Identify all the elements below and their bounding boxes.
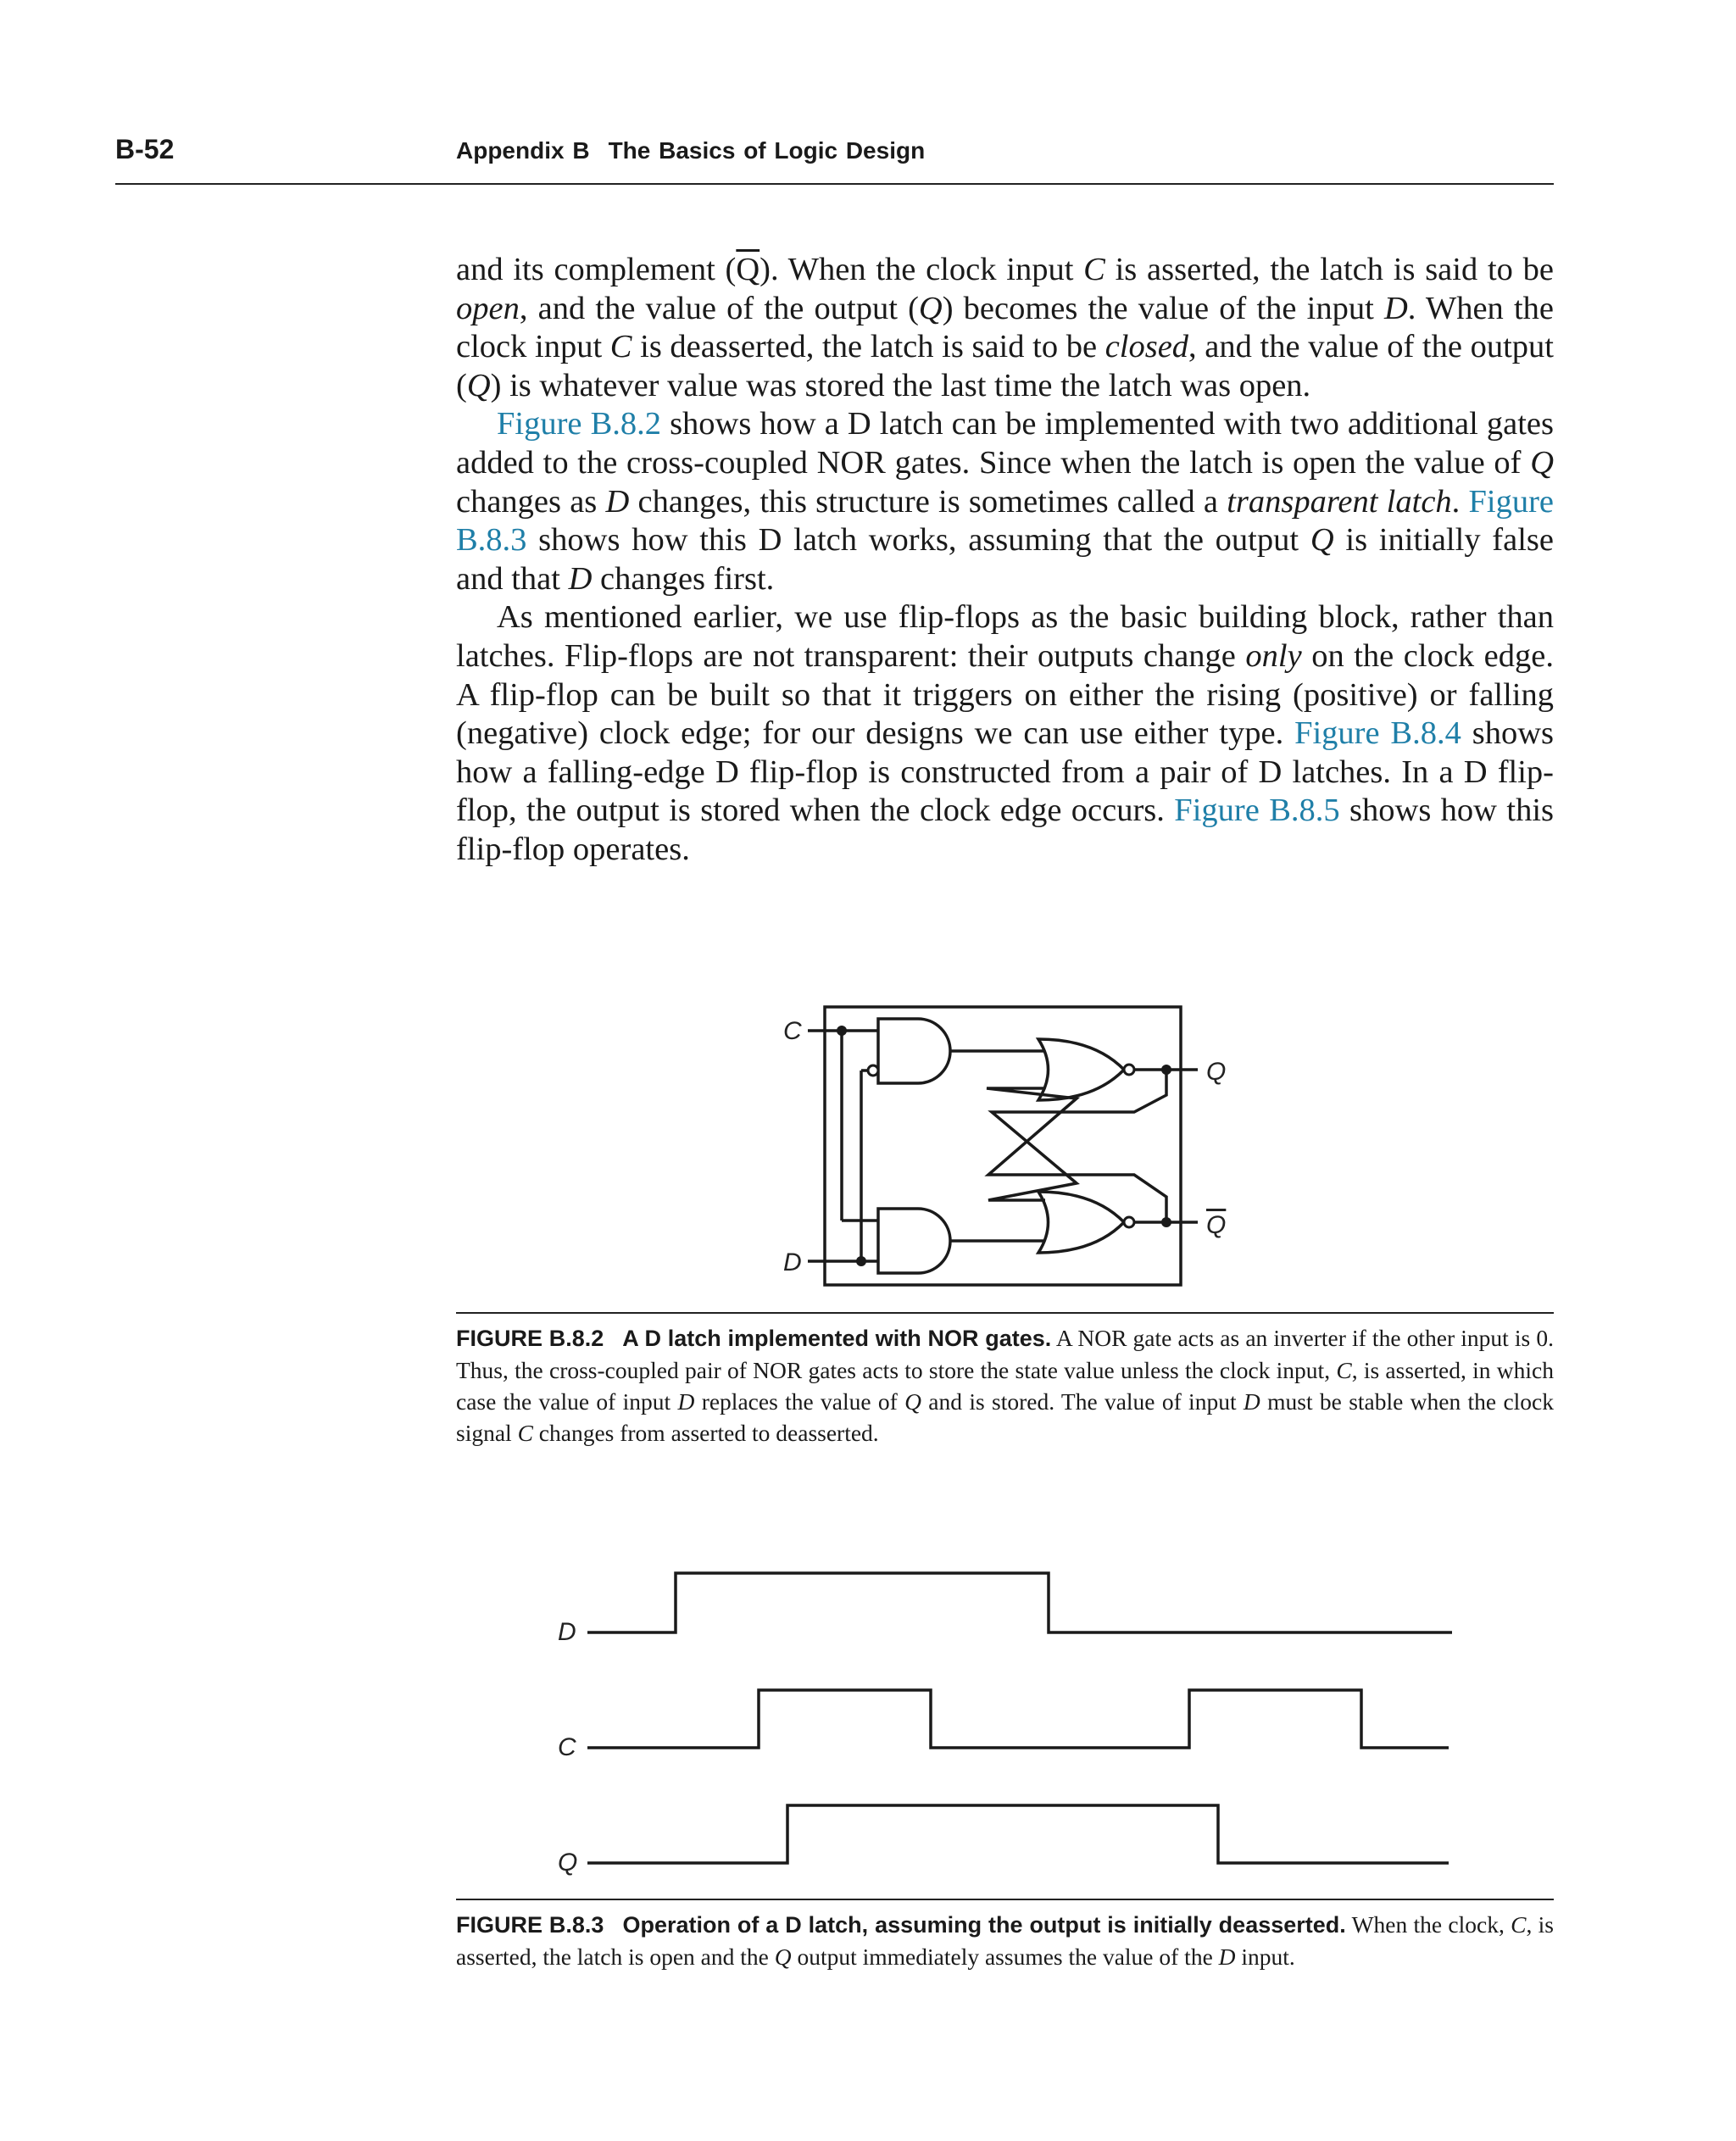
junction-q — [1161, 1065, 1171, 1075]
label-q-bar: Q — [1206, 1211, 1227, 1239]
caption-label: FIGURE B.8.2 A D latch implemented with NOR gates. — [456, 1326, 1052, 1351]
junction-d — [856, 1256, 866, 1266]
link-figure-b-8-3[interactable]: Figure B.8.3 — [456, 483, 1555, 559]
page-number: B-52 — [115, 134, 175, 164]
waveform-c — [587, 1690, 1449, 1748]
nor-lower-bubble — [1124, 1217, 1134, 1227]
waveform-d — [587, 1573, 1452, 1632]
timing-label-d: D — [558, 1618, 576, 1646]
and-gate-lower — [878, 1209, 950, 1273]
nor-gate-lower — [1038, 1192, 1124, 1253]
nor-upper-bubble — [1124, 1065, 1134, 1075]
caption-label: FIGURE B.8.3 Operation of a D latch, assuming the output is initially deasserted. — [456, 1912, 1346, 1938]
figure-b-8-3-caption: FIGURE B.8.3 Operation of a D latch, assuming the output is initially deasserted. When the clock, C, is asserted, the latch is open and the Q output immediately assumes the value of the D input. — [456, 1899, 1554, 1972]
d-latch-circuit-diagram — [763, 992, 1271, 1305]
timing-label-c: C — [558, 1733, 576, 1761]
timing-label-q: Q — [558, 1849, 578, 1877]
appendix-label: Appendix B — [456, 137, 590, 164]
paragraph-2: Figure B.8.2 shows how a D latch can be implemented with two additional gates added to the cross-coupled NOR gates. Since when the latch is open the value of Q changes as D changes, this structure is sometimes called a transparent latch. Figure B.8.3 shows how this D latch works, assuming that the output Q is initially false and that D changes first. — [456, 406, 1555, 597]
link-figure-b-8-4[interactable]: Figure B.8.4 — [1294, 715, 1461, 752]
running-header — [115, 127, 1554, 185]
link-figure-b-8-2[interactable]: Figure B.8.2 — [497, 406, 662, 442]
running-head — [456, 137, 925, 164]
junction-qbar — [1161, 1217, 1171, 1227]
label-d: D — [783, 1248, 802, 1276]
paragraph-1: and its complement $(\overline{Q})$. When the clock input C is asserted, the latch is said to be open, and the value of the output (Q) becomes the value of the input D. When the clock input C is deasserted, the latch is said to be closed, and the value of the output (Q) is whatever value was stored the last time the latch was open. — [456, 252, 1555, 403]
label-c: C — [783, 1017, 802, 1045]
paragraph-3: As mentioned earlier, we use flip-flops as the basic building block, rather than latches. Flip-flops are not transparent: their outputs change only on the clock edge. A flip-flop can be built so that it triggers on either the rising (positive) or falling (negative) clock edge; for our designs we can use either type. Figure B.8.4 shows how a falling-edge D flip-flop is constructed from a pair of D latches. In a D flip-flop, the output is stored when the clock edge occurs. Figure B.8.5 shows how this flip-flop operates. — [456, 599, 1555, 867]
inverter-bubble-d — [868, 1065, 878, 1076]
chapter-title: The Basics of Logic Design — [608, 137, 926, 164]
figure-b-8-2-caption: FIGURE B.8.2 A D latch implemented with NOR gates. A NOR gate acts as an inverter if the other input is 0. Thus, the cross-coupled pair of NOR gates acts to store the state value unless the clock input, C, is asserted, in which case the value of input D replaces the value of Q and is stored. The value of input D must be stable when the clock signal C changes from asserted to deasserted. — [456, 1312, 1554, 1449]
q-bar-symbol: $\overline{Q}$ — [736, 252, 760, 287]
junction-c — [837, 1026, 847, 1036]
waveform-q — [587, 1805, 1449, 1863]
body-text — [456, 251, 1554, 870]
d-latch-timing-diagram — [542, 1560, 1475, 1890]
link-figure-b-8-5[interactable]: Figure B.8.5 — [1174, 792, 1340, 829]
and-gate-upper — [878, 1019, 950, 1083]
label-q: Q — [1206, 1058, 1227, 1086]
nor-gate-upper — [1038, 1039, 1124, 1100]
